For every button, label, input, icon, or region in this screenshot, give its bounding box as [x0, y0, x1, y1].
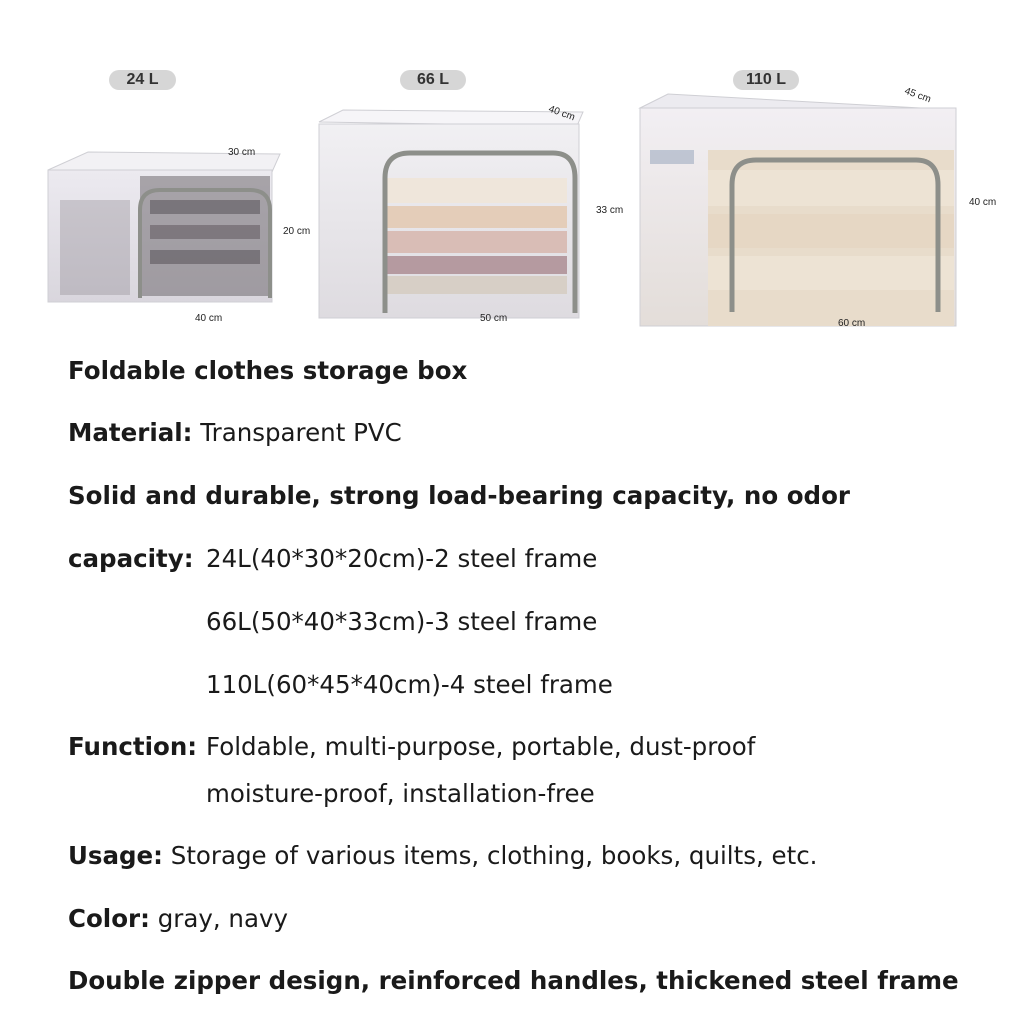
spec-usage [68, 841, 817, 870]
capacity-badge-66l: 66 L [400, 70, 466, 90]
dim-depth-24l: 30 cm [228, 147, 256, 158]
capacity-label: capacity: [68, 544, 194, 573]
dim-depth-110l: 45 cm [902, 85, 933, 106]
dim-width-110l: 60 cm [838, 318, 866, 329]
storage-box-110l-image [638, 90, 960, 328]
dim-height-110l: 40 cm [969, 197, 997, 208]
capacity-value-66l: 66L(50*40*33cm)-3 steel frame [206, 607, 598, 636]
material-label: Material: [68, 418, 193, 447]
capacity-value-110l: 110L(60*45*40cm)-4 steel frame [206, 670, 613, 699]
color-value: gray, navy [157, 904, 288, 933]
dim-width-24l: 40 cm [195, 313, 223, 324]
dim-height-66l: 33 cm [596, 205, 624, 216]
usage-label: Usage: [68, 841, 163, 870]
spec-color [68, 904, 288, 933]
spec-durability: Solid and durable, strong load-bearing capacity, no odor [68, 481, 850, 510]
dim-depth-66l: 40 cm [546, 103, 577, 124]
capacity-badge-110l: 110 L [733, 70, 799, 90]
storage-box-24l-image [40, 140, 290, 330]
function-label: Function: [68, 732, 198, 761]
material-value: Transparent PVC [200, 418, 402, 447]
dim-width-66l: 50 cm [480, 313, 508, 324]
function-value-2: moisture-proof, installation-free [206, 779, 595, 808]
spec-title: Foldable clothes storage box [68, 356, 468, 385]
dim-height-24l: 20 cm [283, 226, 311, 237]
capacity-value-24l: 24L(40*30*20cm)-2 steel frame [206, 544, 598, 573]
spec-features: Double zipper design, reinforced handles, thickened steel frame [68, 966, 959, 995]
storage-box-66l-image [315, 108, 595, 328]
color-label: Color: [68, 904, 150, 933]
spec-material [68, 418, 402, 447]
capacity-badge-24l: 24 L [109, 70, 176, 90]
usage-value: Storage of various items, clothing, books, quilts, etc. [170, 841, 818, 870]
function-value-1: Foldable, multi-purpose, portable, dust-proof [206, 732, 756, 761]
